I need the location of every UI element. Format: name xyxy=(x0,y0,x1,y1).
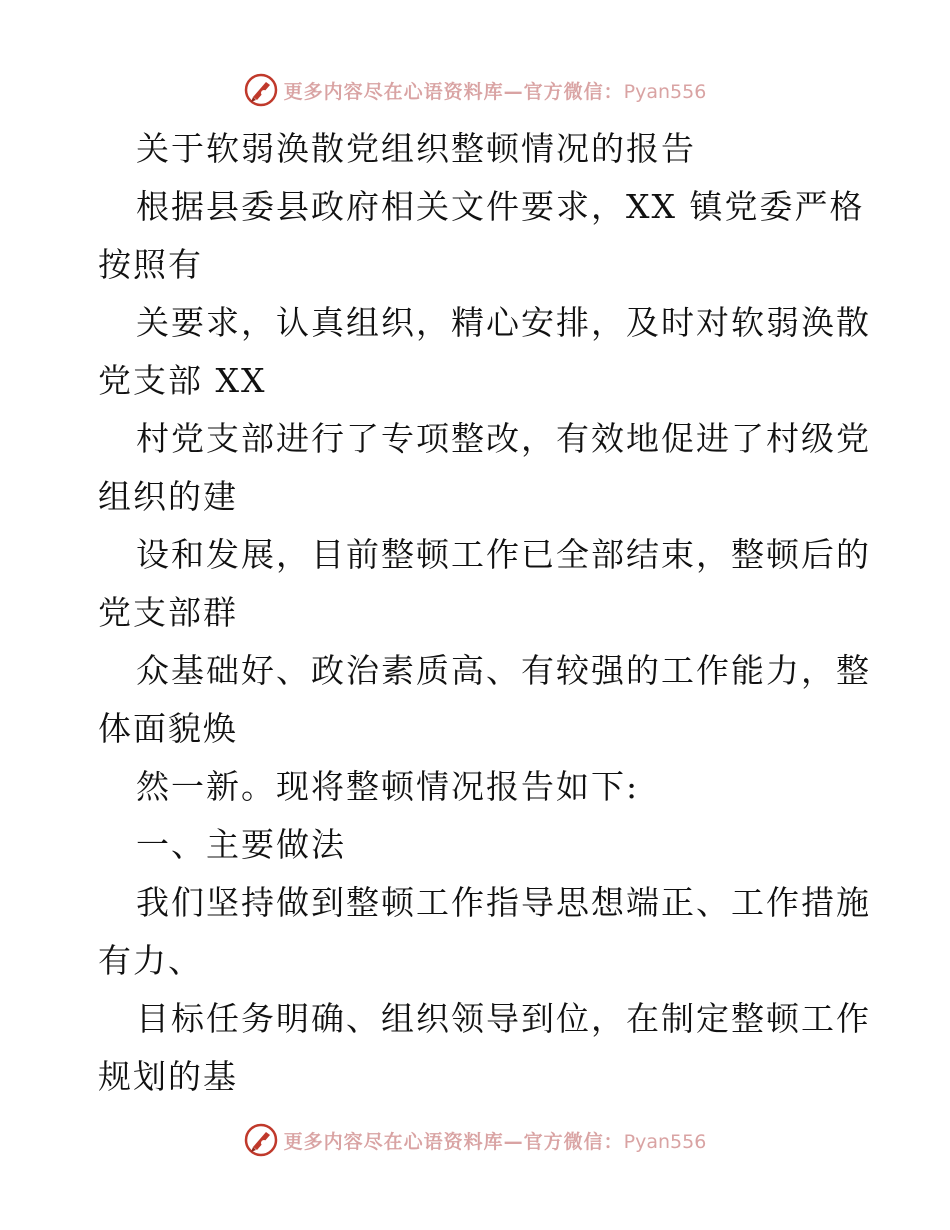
document-line: 众基础好、政治素质高、有较强的工作能力，整 xyxy=(136,651,871,690)
footer-watermark xyxy=(0,1120,950,1160)
document-line: 关要求，认真组织，精心安排，及时对软弱涣散 xyxy=(136,303,871,342)
document-line: 体面貌焕 xyxy=(98,709,238,748)
watermark-text xyxy=(284,1127,707,1154)
document-line: 规划的基 xyxy=(98,1057,238,1096)
document-line: 关于软弱涣散党组织整顿情况的报告 xyxy=(136,129,696,168)
document-line: 组织的建 xyxy=(98,477,238,516)
document-line: 按照有 xyxy=(98,245,203,284)
header-watermark xyxy=(0,70,950,110)
document-line: 目标任务明确、组织领导到位，在制定整顿工作 xyxy=(136,999,871,1038)
watermark-handle: Pyan556 xyxy=(623,1130,707,1153)
watermark-label: 更多内容尽在心语资料库—官方微信： xyxy=(283,1130,624,1153)
document-line: 我们坚持做到整顿工作指导思想端正、工作措施 xyxy=(136,883,871,922)
document-line: 党支部群 xyxy=(98,593,238,632)
document-line: 然一新。现将整顿情况报告如下: xyxy=(136,767,640,806)
pen-logo-icon xyxy=(244,1123,278,1157)
document-line: 有力、 xyxy=(98,941,203,980)
document-line: 一、主要做法 xyxy=(136,825,346,864)
pen-logo-icon xyxy=(244,73,278,107)
watermark-handle: Pyan556 xyxy=(623,80,707,103)
document-line: 设和发展，目前整顿工作已全部结束，整顿后的 xyxy=(136,535,871,574)
watermark-text xyxy=(284,77,707,104)
watermark-label: 更多内容尽在心语资料库—官方微信： xyxy=(283,80,624,103)
document-line: 村党支部进行了专项整改，有效地促进了村级党 xyxy=(136,419,871,458)
document-body xyxy=(98,120,871,1106)
document-line: 根据县委县政府相关文件要求，XX 镇党委严格 xyxy=(136,187,865,226)
document-line: 党支部 XX xyxy=(98,361,267,400)
